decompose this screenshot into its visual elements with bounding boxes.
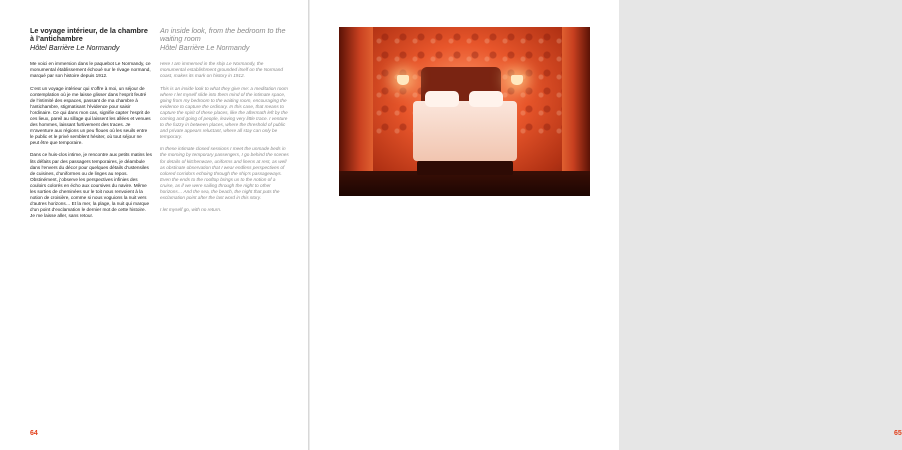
- english-title: An inside look, from the bedroom to the waiting room: [160, 26, 286, 44]
- english-paragraph-4: I let myself go, with no return.: [160, 207, 222, 213]
- right-pillow: [469, 91, 503, 107]
- french-column: [30, 27, 152, 225]
- english-paragraph-2: This is an inside look to what they give me: a meditation room where I let myself slide into them mind of the intimate space, going from my bedroom to the waiting room, encouraging the evidence to capture the ordinary. In this case, that means to capture the spirit of these places, like the aftermath left by the coming and going of people, leaving very little trace. I venture to the fuzzy in between places, where the threshold of public and private appears reluctant, where all stay can only be temporary.: [160, 85, 288, 140]
- french-title: Le voyage intérieur, de la chambre à l’antichambre: [30, 26, 148, 44]
- hotel-bedroom-photo: [339, 27, 590, 196]
- left-pillow: [425, 91, 459, 107]
- page-number-left: 64: [30, 430, 38, 437]
- english-paragraph-1: Here I am immersed in the ship Le Normandy, the monumental establishment grounded itself on the Normand coast, makes its mark on history in 1912.: [160, 61, 283, 79]
- english-paragraph-3: In these intimate closed sessions I meet the unmade beds in the morning by temporary passengers, I go behind the scenes for details of kitchenware, uniforms and linens at rest, as well as obstinate observation that I wear endless perspectives of colored corridors echoing through the ship’s passageways. Even the ends to the rooftop brings us to the notion of a cruise, as if we were sailing through the night to other horizons… And the sea, the beach, the night that puts the exclamation point after the last word in this story.: [160, 146, 289, 201]
- english-subtitle: Hôtel Barrière Le Normandy: [160, 42, 250, 52]
- french-paragraph-2: C’est un voyage intérieur qui s’offre à moi, un séjour de contemplation où je me laisse glisser dans l’esprit feutré de l’intimité des espaces, passant de ma chambre à l’antichambre, stigmatisant l’évidence pour saisir l’ordinaire. Ce qui dans mon cas, signifie capter l’esprit de ces lieux, pareil au sillage qui laissent les allées et venues des hommes, laissant furtivement des traces. Je m’aventure aux régions un peu floues où les seuils entre le public et le privé semblent hésiter, où tout séjour ne peut être que temporaire.: [30, 85, 151, 146]
- page-number-right: 65: [894, 430, 902, 437]
- bed: [413, 101, 517, 161]
- left-page: [0, 0, 308, 450]
- french-paragraph-1: Me voici en immersion dans le paquebot Le Normandy, ce monumental établissement échoué sur le rivage normand, marqué par son histoire depuis 1912.: [30, 61, 151, 79]
- french-paragraph-3: Dans ce huis-clos intime, je rencontre aux petits matins les lits défaits par des passagers temporaires, je déambule dans l’envers du décor pour quelques détails d’ustensiles de cuisines, d’uniformes ou de linges au repos. Obstinément, j’observe les perspectives infinies des couloirs colorés en écho aux coursives du navire. Même les sorties de cheminées sur le toit nous renvoient à la notion de croisière, comme si nous voguions la nuit vers d’autres horizons… Et la mer, la plage, la nuit qui marque d’un point d’exclamation le dernier mot de cette histoire. Je me laisse aller, sans retour.: [30, 152, 152, 219]
- right-lamp: [511, 75, 523, 85]
- english-column: [160, 27, 290, 219]
- bed-bench: [417, 161, 513, 175]
- french-subtitle: Hôtel Barrière Le Normandy: [30, 42, 120, 52]
- left-lamp: [397, 75, 409, 85]
